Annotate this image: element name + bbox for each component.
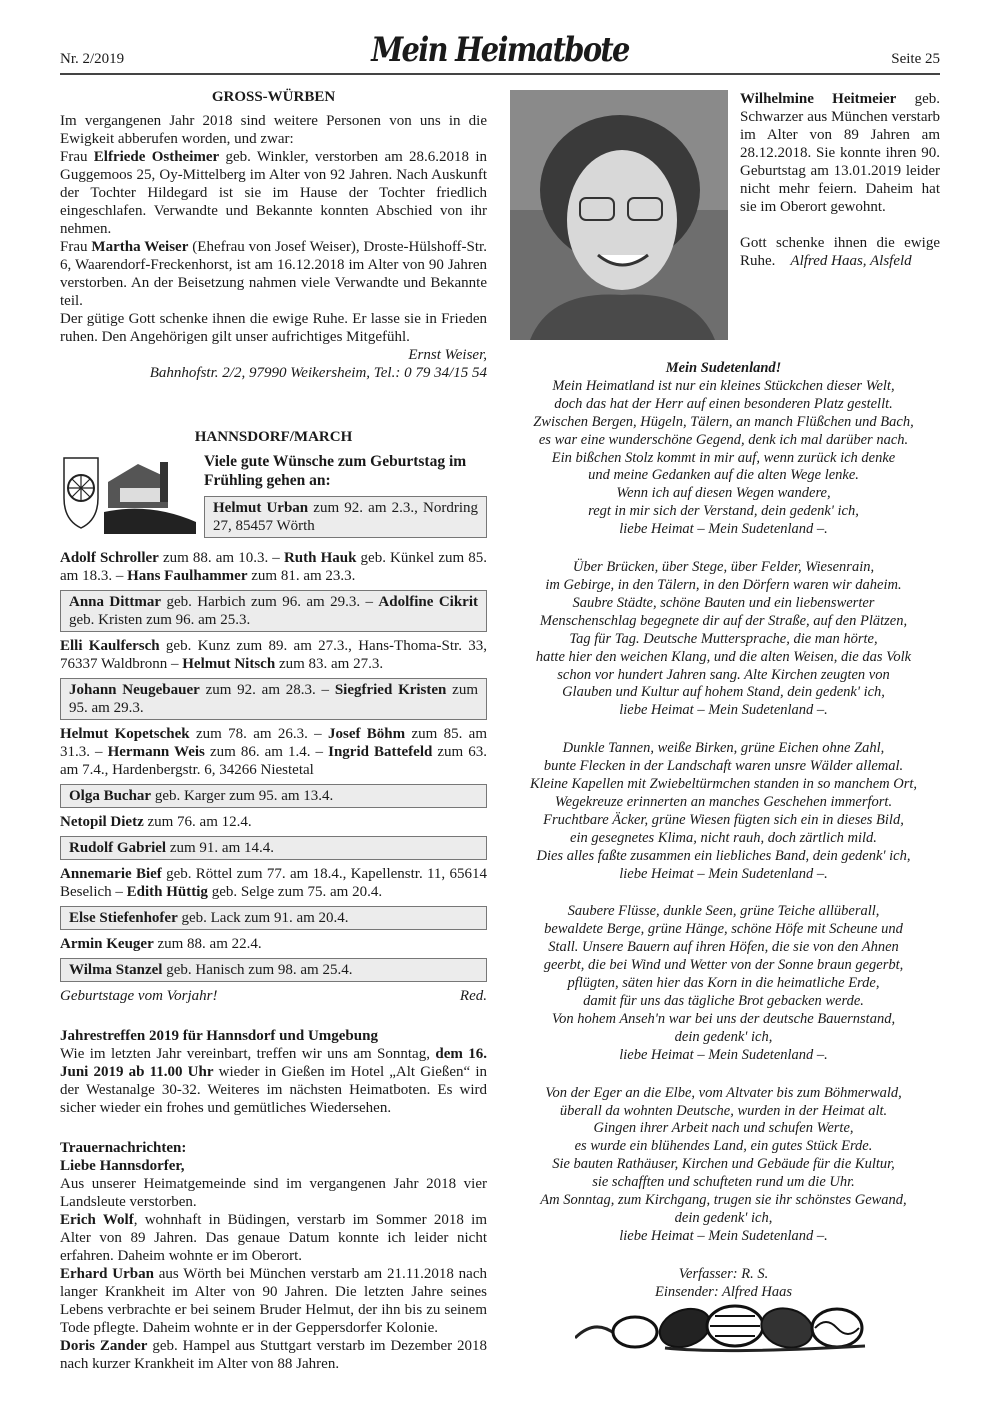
person-name: GROSS-WÜRBEN — [211, 89, 336, 105]
text-run: geb. Selge zum 75. am 20.4. — [207, 884, 383, 900]
person-name: Hans Faulhammer — [127, 568, 248, 584]
poem-line: Saubre Städte, schöne Bauten und ein liebenswerter — [572, 594, 875, 611]
text-run: geb. Künkel zum 85. am 18.3. – — [60, 550, 488, 584]
poem-stanza — [507, 559, 940, 720]
poem-stanza — [507, 378, 940, 539]
person-name: Erhard Urban — [60, 1266, 154, 1282]
header-rule — [60, 73, 940, 75]
paragraph — [60, 148, 487, 238]
text-run: wieder in Gießen im Hotel „Alt Gießen“ in der Westanalge 30-32. Weiteres im nächsten Heimatboten. Es wird sicher wieder ein frohes und gemütliches Wiedersehen. — [60, 1064, 488, 1116]
text-run: Wie im letzten Jahr vereinbart, treffen wir uns am Sonntag, — [60, 1046, 436, 1062]
blessing: Gott schenke ihnen die ewige Ruhe. — [740, 235, 940, 269]
paragraph — [60, 637, 487, 673]
text-run: geb. Hampel aus Stuttgart verstarb im Dezember 2018 nach kurzer Krankheit im Alter von 88 Jahren. — [60, 1338, 488, 1372]
poem-line: Glauben und Kultur auf hohem Stand, dein gedenk' ich, — [562, 684, 885, 701]
person-name: Ingrid Battefeld — [328, 744, 433, 760]
poem-line: Kleine Kapellen mit Zwiebeltürmchen standen in so manchem Ort, — [529, 776, 918, 793]
text-run: geb. Winkler, verstorben am 28.6.2018 in Guggemoos 25, Oy-Mittelberg im Alter von 92 Jahren. Nach Auskunft der Tochter Hildegard ist sie im Hause der Tochter friedlich eingeschlafen. Verwandte und Bekannte konnten Abschied von ihr nehmen. — [60, 149, 487, 237]
text-run: zum 85. am 31.3. – — [60, 726, 487, 760]
birthday-intro-text — [204, 452, 487, 543]
text-run: zum 92. am 28.3. – — [199, 682, 335, 698]
highlight-box — [204, 496, 487, 538]
highlight-box — [60, 906, 487, 930]
signature-line — [60, 346, 487, 364]
poem-stanza — [507, 1085, 940, 1246]
text-run: Jahrestreffen 2019 für Hannsdorf und Umgebung — [60, 1028, 378, 1044]
poem-line: es war eine wunderschöne Gegend, denk ich mal darüber nach. — [538, 431, 909, 448]
signature-line — [60, 364, 487, 382]
text-run: zum 88. am 10.3. – — [158, 550, 284, 566]
person-name: Annemarie Bief — [60, 866, 162, 882]
portrait-photo — [510, 90, 728, 340]
person-name: Edith Hüttig — [126, 884, 208, 900]
text-run: geb. Kristen zum 96. am 25.3. — [69, 612, 251, 628]
person-name: Wilma Stanzel — [69, 962, 163, 978]
paragraph — [60, 865, 487, 901]
paragraph — [60, 1211, 487, 1265]
text-run: zum 91. am 14.4. — [166, 840, 274, 856]
text-run: zum 95. am 29.3. — [69, 682, 478, 716]
poem-line: regt in mir sich der Verstand, dein gedenk' ich, — [588, 503, 859, 520]
poem-line: liebe Heimat – Mein Sudetenland –. — [619, 1227, 828, 1244]
poem-stanza — [507, 903, 940, 1064]
person-name: Anna Dittmar — [69, 594, 162, 610]
text-run: aus Wörth bei München verstarb am 21.11.2018 nach langer Krankheit im Alter von 90 Jahren. Die letzten Jahre seines Lebens verbrachte er bei seinem Bruder Helmut, der ihn bis zu seinem Tode pflegte. Daheim wohnte er in der Geppersdorfer Kolonie. — [60, 1266, 487, 1336]
page-number: Seite 25 — [891, 51, 940, 67]
person-name: HANNSDORF/MARCH — [194, 429, 353, 445]
text-run: geb. Lack zum 91. am 20.4. — [177, 910, 349, 926]
text-run: geb. Karger zum 95. am 13.4. — [151, 788, 334, 804]
footnote — [60, 987, 487, 1005]
person-name: Ruth Hauk — [283, 550, 357, 566]
poem-line: liebe Heimat – Mein Sudetenland –. — [619, 1046, 828, 1063]
poem-line: liebe Heimat – Mein Sudetenland –. — [619, 702, 828, 719]
person-name: Hermann Weis — [107, 744, 205, 760]
poem-line: Fruchtbare Äcker, grüne Wiesen fügten sich ein in dieses Bild, — [543, 811, 904, 828]
left-column — [60, 88, 487, 1373]
poem-line: Von hohem Anseh'n war bei uns der deutsche Bauernstand, — [551, 1010, 896, 1027]
paragraph — [60, 310, 487, 346]
masthead-logo: Mein Heimatbote — [371, 30, 629, 70]
person-name: Adolf Schroller — [60, 550, 159, 566]
text-run: Frau — [60, 239, 92, 255]
poem-line: Über Brücken, über Stege, über Felder, Wiesenrain, — [572, 559, 875, 576]
poem-line: Dunkle Tannen, weiße Birken, grüne Eichen ohne Zahl, — [562, 740, 885, 757]
highlight-box — [60, 590, 487, 632]
paragraph — [60, 112, 487, 148]
person-name: Adolfine Cikrit — [378, 594, 478, 610]
person-name: Doris Zander — [60, 1338, 148, 1354]
obituary-caption — [740, 90, 940, 288]
text-run: Im vergangenen Jahr 2018 sind weitere Personen von uns in die Ewigkeit abberufen worden, und zwar: — [60, 113, 487, 147]
poem-line: liebe Heimat – Mein Sudetenland –. — [619, 521, 828, 538]
text-run: Liebe Hannsdorfer, — [60, 1158, 185, 1174]
text-run: Aus unserer Heimatgemeinde sind im vergangenen Jahr 2018 vier Landsleute verstorben. — [60, 1176, 487, 1210]
paragraph — [60, 1265, 487, 1337]
poem-line: Dies alles faßte zusammen ein liebliches Band, dein gedenk' ich, — [536, 847, 911, 864]
poem-line: Am Sonntag, zum Kirchgang, trugen sie ihr schönstes Gewand, — [540, 1192, 907, 1209]
text-run: zum 76. am 12.4. — [143, 814, 252, 830]
birthday-intro — [60, 452, 487, 543]
poem-line: es wurde ein blühendes Land, ein gutes Stück Erde. — [574, 1138, 873, 1155]
signature: Alfred Haas, Alsfeld — [790, 253, 912, 269]
poem-line: geerbt, die bei Wind und Wetter von der Sonne braun gegerbt, — [543, 957, 904, 974]
highlight-box — [60, 678, 487, 720]
easter-eggs-decoration — [575, 1298, 875, 1359]
poem-line: Saubere Flüsse, dunkle Seen, grüne Teiche allüberall, — [567, 903, 880, 920]
text-run: zum 86. am 1.4. – — [204, 744, 329, 760]
person-name: Armin Keuger — [60, 936, 154, 952]
poem-line: Von der Eger an die Elbe, vom Altvater bis zum Böhmerwald, — [545, 1084, 902, 1101]
person-name: Olga Buchar — [69, 788, 152, 804]
paragraph — [60, 725, 487, 779]
poem-line: Menschenschlag begegnete dir auf der Straße, auf den Plätzen, — [539, 612, 908, 629]
poem-line: Gingen ihrer Arbeit nach und schufen Werte, — [593, 1120, 854, 1137]
text-run: Trauernachrichten: — [60, 1140, 187, 1156]
person-name: Helmut Urban — [213, 500, 309, 516]
poem-line: pflügten, säten hier das Korn in die heimatliche Erde, — [567, 975, 880, 992]
paragraph — [60, 549, 487, 585]
person-name: Martha Weiser — [91, 239, 189, 255]
poem-line: sie schafften und schufteten rund um die Uhr. — [592, 1174, 855, 1191]
paragraph — [60, 813, 487, 831]
poem-line: dein gedenk' ich, — [674, 1209, 773, 1226]
text-run: Frau — [60, 149, 94, 165]
person-name: Helmut Kopetschek — [60, 726, 190, 742]
person-name: Else Stiefenhofer — [69, 910, 178, 926]
poem-line: Ein bißchen Stolz kommt in mir auf, wenn zurück ich denke — [551, 449, 896, 466]
poem-title: Mein Sudetenland! — [665, 360, 782, 376]
text-run: zum 63. am 7.4., Hardenbergstr. 6, 34266 Niestetal — [60, 744, 488, 778]
poem-line: hatte hier den weichen Klang, und die alten Weisen, die das Volk — [535, 648, 912, 665]
village-crest-image — [60, 452, 198, 542]
highlight-box — [60, 836, 487, 860]
text-run: zum 92. am 2.3., Nordring 27, 85457 Wörth — [213, 500, 479, 534]
subheading — [60, 1027, 487, 1045]
poem-author: Verfasser: R. S. — [678, 1265, 769, 1282]
poem-line: dein gedenk' ich, — [674, 1028, 773, 1045]
person-name: Johann Neugebauer — [69, 682, 200, 698]
poem-line: damit für uns das tägliche Brot gebacken werde. — [583, 993, 864, 1009]
poem-line: schon vor hundert Jahren sang. Alte Kirchen zeugten von — [557, 666, 890, 683]
text-run: , wohnhaft in Büdingen, verstarb im Sommer 2018 im Alter von 89 Jahren. Das genaue Datum konnte ich leider nicht erfahren. Daheim wohnte er im Oberort. — [60, 1212, 487, 1264]
paragraph — [60, 1175, 487, 1211]
text-run: geb. Röttel zum 77. am 18.4., Kapellenstr. 11, 65614 Beselich – — [60, 866, 487, 900]
poem-line: liebe Heimat – Mein Sudetenland –. — [619, 865, 828, 882]
person-name: Netopil Dietz — [60, 814, 144, 830]
person-name: Erich Wolf — [60, 1212, 134, 1228]
poem-stanza — [507, 740, 940, 883]
poem-submitter: Einsender: Alfred Haas — [655, 1283, 792, 1300]
editor-mark: Red. — [459, 988, 487, 1004]
person-name: Josef Böhm — [327, 726, 406, 742]
paragraph — [60, 1045, 487, 1117]
text-run: geb. Harbich zum 96. am 29.3. – — [161, 594, 379, 610]
poem — [507, 360, 940, 1302]
highlight-box — [60, 958, 487, 982]
birthday-lead: Viele gute Wünsche zum Geburtstag im Frühling gehen an: — [204, 453, 467, 489]
poem-line: doch das hat der Herr auf einen besonderen Platz gestellt. — [554, 395, 893, 412]
poem-line: und meine Gedanken auf die alten Wege lenke. — [588, 467, 859, 484]
subheading — [60, 1157, 487, 1175]
poem-line: bewaldete Berge, grüne Hänge, schöne Höfe mit Scheune und — [544, 921, 903, 938]
person-name: Helmut Nitsch — [182, 656, 276, 672]
paragraph — [60, 238, 487, 310]
section-heading — [60, 88, 487, 106]
text-run: geb. Hanisch zum 98. am 25.4. — [162, 962, 353, 978]
deceased-name: Wilhelmine Heitmeier — [740, 91, 897, 107]
text-run: geb. Kunz zum 89. am 27.3., Hans-Thoma-Str. 33, 76337 Waldbronn – — [60, 638, 487, 672]
poem-line: Sie bauten Rathäuser, Kirchen und Gebäude für die Kultur, — [552, 1156, 895, 1173]
poem-line: Stall. Unsere Bauern auf ihren Höfen, die sie von den Ahnen — [548, 939, 899, 956]
poem-line: im Gebirge, in den Tälern, in den Dörfern waren wir daheim. — [545, 576, 902, 593]
poem-line: Wegekreuze erinnerten an manches Geschehen immerfort. — [554, 793, 893, 810]
person-name: Rudolf Gabriel — [69, 840, 167, 856]
poem-line: Zwischen Bergen, Hügeln, Tälern, an manch Flüßchen und Bach, — [533, 413, 914, 430]
footnote-text: Geburtstage vom Vorjahr! — [60, 988, 218, 1004]
poem-line: ein gesegnetes Klima, nicht rauh, doch zärtlich mild. — [570, 829, 877, 846]
paragraph — [60, 935, 487, 953]
text-run: zum 78. am 26.3. – — [189, 726, 328, 742]
highlight-box — [60, 784, 487, 808]
text-run: Bahnhofstr. 2/2, 97990 Weikersheim, Tel.: 0 79 34/15 54 — [149, 365, 487, 381]
issue-number: Nr. 2/2019 — [60, 51, 125, 67]
poem-line: Tag für Tag. Deutsche Muttersprache, die man hörte, — [569, 630, 878, 647]
text-run: Ernst Weiser, — [408, 347, 487, 363]
poem-line: Wenn ich auf diesen Wegen wandere, — [616, 485, 831, 502]
obituary-text: geb. Schwarzer aus München verstarb im Alter von 89 Jahren am 28.12.2018. Sie konnte ihren 90. Geburtstag am 13.01.2019 leider nicht mehr feiern. Daheim hat sie im Oberort gewohnt. — [740, 91, 940, 215]
person-name: Siegfried Kristen — [334, 682, 447, 698]
text-run: zum 88. am 22.4. — [153, 936, 262, 952]
paragraph — [60, 1337, 487, 1373]
person-name: Elli Kaulfersch — [60, 638, 160, 654]
person-name: Elfriede Ostheimer — [93, 149, 220, 165]
person-name: dem 16. Juni 2019 ab 11.00 Uhr — [60, 1046, 487, 1080]
poem-line: überall da wohnten Deutsche, wurden in der Heimat alt. — [559, 1102, 888, 1119]
subheading — [60, 1139, 487, 1157]
text-run: (Ehefrau von Josef Weiser), Droste-Hülshoff-Str. 6, Waarendorf-Freckenhorst, ist am 16.12.2018 im Alter von 90 Jahren verstorben. An der Beisetzung nahmen viele Verwandte und Bekannte teil. — [60, 239, 487, 309]
text-run: zum 83. am 27.3. — [275, 656, 384, 672]
poem-line: bunte Flecken in der Landschaft waren unsre Wälder allemal. — [543, 758, 904, 775]
text-run: Der gütige Gott schenke ihnen die ewige Ruhe. Er lasse sie in Frieden ruhen. Den Angehörigen gilt unser aufrichtiges Mitgefühl. — [60, 311, 487, 345]
text-run: zum 81. am 23.3. — [247, 568, 356, 584]
section-heading — [60, 428, 487, 446]
poem-line: Mein Heimatland ist nur ein kleines Stückchen dieser Welt, — [552, 377, 895, 394]
